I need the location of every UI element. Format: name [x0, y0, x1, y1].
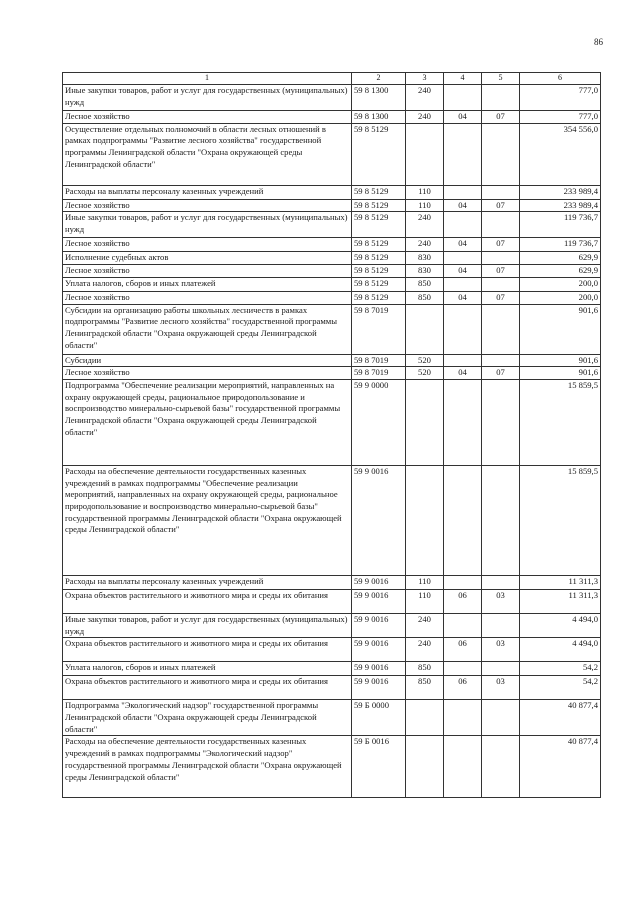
row-section: 04 — [444, 111, 482, 124]
row-subsection — [482, 123, 520, 185]
row-section — [444, 304, 482, 354]
row-section — [444, 85, 482, 111]
row-amount: 200,0 — [520, 277, 601, 291]
row-subsection: 07 — [482, 265, 520, 278]
row-subsection — [482, 379, 520, 465]
table-row — [63, 252, 601, 265]
row-section — [444, 354, 482, 367]
row-target-code: 59 8 5129 — [352, 277, 406, 291]
row-subsection — [482, 85, 520, 111]
row-subsection: 03 — [482, 638, 520, 662]
row-name: Лесное хозяйство — [63, 367, 352, 380]
row-target-code: 59 Б 0000 — [352, 700, 406, 736]
row-name: Подпрограмма "Обеспечение реализации мероприятий, направленных на охрану окружающей среды, рациональное природопользование и воспроизводство минерально-сырьевой базы" государственной программы Ленинградской области "Охрана окружающей среды Ленинградской области" — [63, 379, 352, 465]
row-subsection — [482, 212, 520, 238]
row-expense-type: 850 — [406, 291, 444, 304]
row-amount: 777,0 — [520, 85, 601, 111]
row-name: Расходы на выплаты персоналу казенных учреждений — [63, 185, 352, 199]
row-name: Уплата налогов, сборов и иных платежей — [63, 662, 352, 676]
row-target-code: 59 8 7019 — [352, 354, 406, 367]
row-amount: 901,6 — [520, 354, 601, 367]
row-section — [444, 613, 482, 637]
row-amount: 15 859,5 — [520, 379, 601, 465]
row-subsection — [482, 185, 520, 199]
row-target-code: 59 8 5129 — [352, 185, 406, 199]
row-expense-type: 110 — [406, 199, 444, 212]
row-section — [444, 277, 482, 291]
row-subsection — [482, 277, 520, 291]
budget-table — [62, 72, 601, 798]
header-cell: 3 — [406, 73, 444, 85]
row-amount: 40 877,4 — [520, 700, 601, 736]
row-target-code: 59 8 7019 — [352, 304, 406, 354]
row-section: 06 — [444, 589, 482, 613]
row-subsection — [482, 700, 520, 736]
row-subsection: 07 — [482, 291, 520, 304]
row-expense-type: 240 — [406, 85, 444, 111]
table-row — [63, 676, 601, 700]
row-target-code: 59 8 5129 — [352, 199, 406, 212]
row-section: 04 — [444, 265, 482, 278]
row-expense-type: 240 — [406, 638, 444, 662]
row-subsection — [482, 465, 520, 575]
row-amount: 54,2 — [520, 676, 601, 700]
row-name: Иные закупки товаров, работ и услуг для государственных (муниципальных) нужд — [63, 613, 352, 637]
row-amount: 901,6 — [520, 367, 601, 380]
table-row — [63, 304, 601, 354]
row-expense-type: 240 — [406, 212, 444, 238]
row-subsection — [482, 613, 520, 637]
row-amount: 200,0 — [520, 291, 601, 304]
row-section — [444, 662, 482, 676]
row-expense-type: 110 — [406, 185, 444, 199]
row-section — [444, 379, 482, 465]
row-section — [444, 123, 482, 185]
row-amount: 119 736,7 — [520, 238, 601, 252]
row-subsection: 03 — [482, 589, 520, 613]
row-target-code: 59 9 0016 — [352, 575, 406, 589]
row-name: Иные закупки товаров, работ и услуг для государственных (муниципальных) нужд — [63, 85, 352, 111]
header-cell: 2 — [352, 73, 406, 85]
row-amount: 40 877,4 — [520, 736, 601, 798]
row-expense-type — [406, 465, 444, 575]
row-subsection — [482, 736, 520, 798]
row-expense-type — [406, 304, 444, 354]
table-row — [63, 265, 601, 278]
table-row — [63, 638, 601, 662]
row-name: Лесное хозяйство — [63, 265, 352, 278]
row-name: Лесное хозяйство — [63, 199, 352, 212]
row-target-code: 59 9 0016 — [352, 613, 406, 637]
row-name: Охрана объектов растительного и животного мира и среды их обитания — [63, 638, 352, 662]
row-amount: 11 311,3 — [520, 575, 601, 589]
row-name: Лесное хозяйство — [63, 238, 352, 252]
row-expense-type: 520 — [406, 367, 444, 380]
table-row — [63, 111, 601, 124]
row-expense-type: 110 — [406, 575, 444, 589]
page-number: 86 — [594, 37, 603, 47]
row-target-code: 59 8 5129 — [352, 252, 406, 265]
row-name: Исполнение судебных актов — [63, 252, 352, 265]
row-name: Уплата налогов, сборов и иных платежей — [63, 277, 352, 291]
table-row — [63, 736, 601, 798]
table-row — [63, 291, 601, 304]
row-subsection — [482, 575, 520, 589]
row-expense-type: 110 — [406, 589, 444, 613]
table-row — [63, 354, 601, 367]
table-row — [63, 662, 601, 676]
row-section — [444, 252, 482, 265]
row-expense-type: 830 — [406, 265, 444, 278]
table-row — [63, 185, 601, 199]
row-amount: 4 494,0 — [520, 638, 601, 662]
row-expense-type: 240 — [406, 238, 444, 252]
row-target-code: 59 8 1300 — [352, 111, 406, 124]
row-section: 04 — [444, 238, 482, 252]
row-target-code: 59 9 0016 — [352, 638, 406, 662]
table-header-row — [63, 73, 601, 85]
row-name: Лесное хозяйство — [63, 291, 352, 304]
row-amount: 233 989,4 — [520, 199, 601, 212]
table-row — [63, 123, 601, 185]
table-row — [63, 367, 601, 380]
header-cell: 6 — [520, 73, 601, 85]
row-expense-type — [406, 123, 444, 185]
row-section — [444, 185, 482, 199]
table-row — [63, 465, 601, 575]
row-section: 04 — [444, 199, 482, 212]
row-subsection — [482, 354, 520, 367]
header-cell: 5 — [482, 73, 520, 85]
table-row — [63, 379, 601, 465]
row-section — [444, 736, 482, 798]
row-target-code: 59 8 1300 — [352, 85, 406, 111]
table-row — [63, 212, 601, 238]
row-expense-type: 850 — [406, 676, 444, 700]
row-name: Осуществление отдельных полномочий в области лесных отношений в рамках подпрограммы "Развитие лесного хозяйства" государственной программы Ленинградской области "Охрана окружающей среды Ленинградской области" — [63, 123, 352, 185]
row-section — [444, 700, 482, 736]
row-name: Расходы на выплаты персоналу казенных учреждений — [63, 575, 352, 589]
row-subsection: 07 — [482, 367, 520, 380]
table-row — [63, 277, 601, 291]
row-expense-type: 240 — [406, 111, 444, 124]
row-target-code: 59 8 5129 — [352, 212, 406, 238]
row-subsection: 03 — [482, 676, 520, 700]
table-row — [63, 575, 601, 589]
row-target-code: 59 8 5129 — [352, 123, 406, 185]
row-subsection: 07 — [482, 111, 520, 124]
table-row — [63, 85, 601, 111]
row-section — [444, 465, 482, 575]
row-expense-type — [406, 736, 444, 798]
row-target-code: 59 9 0016 — [352, 676, 406, 700]
header-cell: 4 — [444, 73, 482, 85]
table-row — [63, 700, 601, 736]
row-target-code: 59 8 7019 — [352, 367, 406, 380]
row-subsection — [482, 304, 520, 354]
row-name: Расходы на обеспечение деятельности государственных казенных учреждений в рамках подпрограммы "Обеспечение реализации мероприятий, направленных на охрану окружающей среды, рациональное природопользование и воспроизводство минерально-сырьевой базы" государственной программы Ленинградской области "Охрана окружающей среды Ленинградской области" — [63, 465, 352, 575]
row-section: 04 — [444, 291, 482, 304]
row-name: Субсидии на организацию работы школьных лесничеств в рамках подпрограммы "Развитие лесного хозяйства" государственной программы Ленинградской области "Охрана окружающей среды Ленинградской области" — [63, 304, 352, 354]
row-section: 06 — [444, 638, 482, 662]
row-expense-type: 240 — [406, 613, 444, 637]
row-section — [444, 212, 482, 238]
row-amount: 354 556,0 — [520, 123, 601, 185]
row-amount: 233 989,4 — [520, 185, 601, 199]
row-target-code: 59 Б 0016 — [352, 736, 406, 798]
row-amount: 15 859,5 — [520, 465, 601, 575]
row-name: Иные закупки товаров, работ и услуг для государственных (муниципальных) нужд — [63, 212, 352, 238]
row-amount: 629,9 — [520, 265, 601, 278]
row-target-code: 59 9 0016 — [352, 589, 406, 613]
row-section: 06 — [444, 676, 482, 700]
table-row — [63, 238, 601, 252]
row-subsection: 07 — [482, 199, 520, 212]
row-name: Охрана объектов растительного и животного мира и среды их обитания — [63, 676, 352, 700]
row-target-code: 59 8 5129 — [352, 238, 406, 252]
row-target-code: 59 8 5129 — [352, 265, 406, 278]
row-section — [444, 575, 482, 589]
row-name: Лесное хозяйство — [63, 111, 352, 124]
row-amount: 901,6 — [520, 304, 601, 354]
row-expense-type: 830 — [406, 252, 444, 265]
row-expense-type: 850 — [406, 662, 444, 676]
row-name: Охрана объектов растительного и животного мира и среды их обитания — [63, 589, 352, 613]
row-expense-type: 850 — [406, 277, 444, 291]
row-name: Подпрограмма "Экологический надзор" государственной программы Ленинградской области "Охрана окружающей среды Ленинградской области" — [63, 700, 352, 736]
row-name: Субсидии — [63, 354, 352, 367]
row-amount: 629,9 — [520, 252, 601, 265]
row-target-code: 59 9 0016 — [352, 465, 406, 575]
row-amount: 777,0 — [520, 111, 601, 124]
row-target-code: 59 8 5129 — [352, 291, 406, 304]
row-expense-type — [406, 700, 444, 736]
row-name: Расходы на обеспечение деятельности государственных казенных учреждений в рамках подпрограммы "Экологический надзор" государственной программы Ленинградской области "Охрана окружающей среды Ленинградской области" — [63, 736, 352, 798]
table-row — [63, 589, 601, 613]
row-expense-type: 520 — [406, 354, 444, 367]
table-row — [63, 613, 601, 637]
row-target-code: 59 9 0000 — [352, 379, 406, 465]
header-cell: 1 — [63, 73, 352, 85]
row-amount: 119 736,7 — [520, 212, 601, 238]
row-expense-type — [406, 379, 444, 465]
row-subsection — [482, 662, 520, 676]
row-section: 04 — [444, 367, 482, 380]
row-amount: 11 311,3 — [520, 589, 601, 613]
row-amount: 4 494,0 — [520, 613, 601, 637]
row-subsection — [482, 252, 520, 265]
row-target-code: 59 9 0016 — [352, 662, 406, 676]
row-subsection: 07 — [482, 238, 520, 252]
table-row — [63, 199, 601, 212]
row-amount: 54,2 — [520, 662, 601, 676]
